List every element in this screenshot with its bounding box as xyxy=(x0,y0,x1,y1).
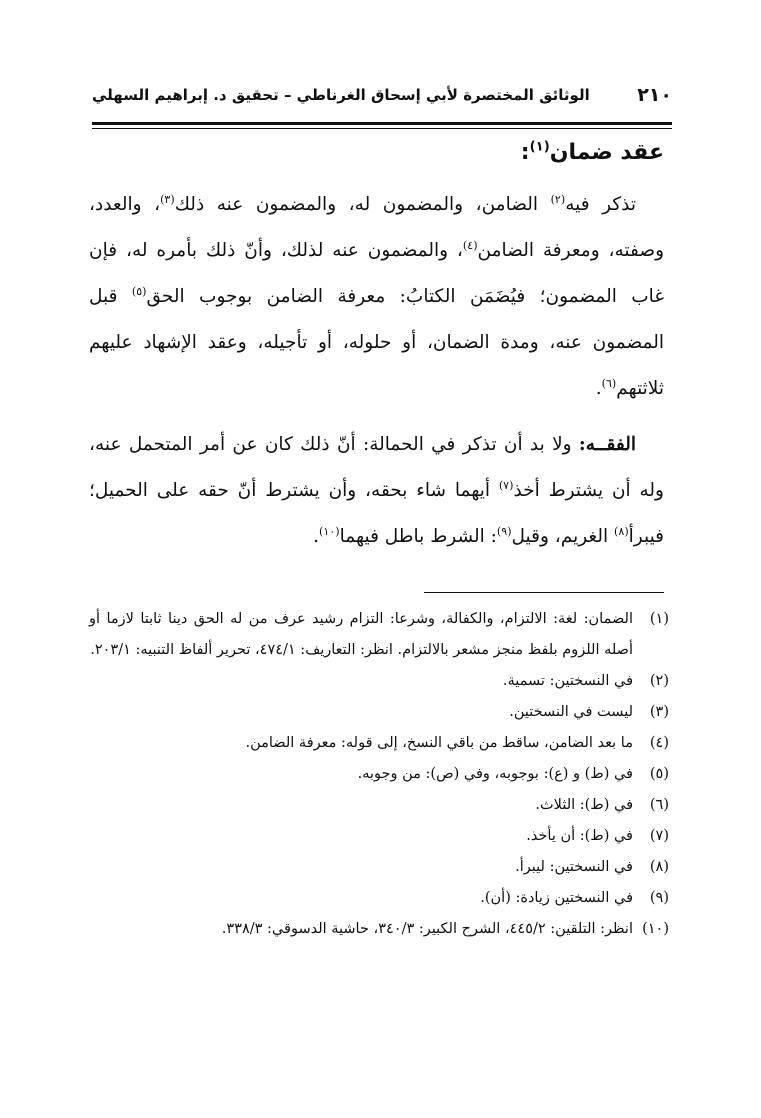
footnote-text: في النسختين: ليبرأ. xyxy=(515,859,633,875)
footnote-ref: (٧) xyxy=(498,478,514,492)
footnote-number: (٤) xyxy=(649,735,669,751)
footnote-text: ما بعد الضامن، ساقط من باقي النسخ، إلى قوله: معرفة الضامن. xyxy=(245,735,633,751)
footnote-number: (٩) xyxy=(649,890,669,906)
footnote-item xyxy=(89,666,669,697)
text-segment: ، والمضمون عنه لذلك، وأنّ ذلك بأمره له، فإن غاب المضمون؛ فيُضَمَن الكتابُ: معرفة الضامن بوجوب الحق xyxy=(89,240,664,307)
footnote-text: في النسختين زيادة: (أن). xyxy=(480,890,633,906)
footnote-ref: (٥) xyxy=(131,284,147,298)
footnote-item xyxy=(89,883,669,914)
text-segment: . xyxy=(313,526,320,547)
footnote-item xyxy=(89,759,669,790)
footnote-text: في النسختين: تسمية. xyxy=(502,673,633,689)
text-segment: ولا بد أن تذكر في الحمالة: أنّ ذلك كان عن أمر المتحمل عنه، وله أن يشترط أخذ xyxy=(89,434,664,501)
text-segment: الغريم، وقيل xyxy=(511,526,615,547)
text-segment: : الشرط باطل فيهما xyxy=(339,526,497,547)
footnote-item xyxy=(89,697,669,728)
footnote-ref: (٨) xyxy=(614,524,629,538)
footnote-item xyxy=(89,728,669,759)
footnote-item xyxy=(89,821,669,852)
footnote-text: ليست في النسختين. xyxy=(509,704,633,720)
footnote-text: في (ط) و (ع): بوجوبه، وفي (ص): من وجوبه. xyxy=(357,766,633,782)
footnote-text: في (ط): أن يأخذ. xyxy=(526,828,633,844)
footnote-number: (٧) xyxy=(649,828,669,844)
footnote-text: انظر: التلقين: ٤٤٥/٢، الشرح الكبير: ٣٤٠/٣، حاشية الدسوقي: ٣٣٨/٣. xyxy=(221,921,633,937)
footnote-ref: (٢) xyxy=(550,192,566,206)
text-segment: تذكر فيه xyxy=(565,194,636,215)
header-rule-thin xyxy=(92,128,672,129)
footnote-number: (٥) xyxy=(649,766,669,782)
section-heading xyxy=(521,140,664,165)
footnote-number: (٢) xyxy=(649,673,669,689)
footnote-ref: (٤) xyxy=(462,238,478,252)
text-segment: أيهما شاء بحقه، وأن يشترط أنّ حقه على الحميل؛ فيبرأ xyxy=(89,480,664,547)
footnote-text: الضمان: لغة: الالتزام، والكفالة، وشرعا: التزام رشيد عرف من له الحق دينا ثابتا لازما أو أصله اللزوم بلفظ منجز مشعر بالالتزام. انظر: التعاريف: ٤٧٤/١، تحرير ألفاظ التنبيه: ٢٠٣/١. xyxy=(89,611,633,658)
footnote-number: (٦) xyxy=(649,797,669,813)
body-text xyxy=(89,182,664,560)
page-number: ٢١٠ xyxy=(637,84,672,106)
footnote-number: (٨) xyxy=(649,859,669,875)
paragraph-contract xyxy=(89,182,664,412)
footnote-item xyxy=(89,914,669,945)
text-segment: ، والعدد، وصفته، ومعرفة الضامن xyxy=(89,194,665,261)
footnote-ref: (١) xyxy=(529,139,550,155)
footnote-ref: (١٠) xyxy=(319,524,340,538)
heading-colon: : xyxy=(520,140,530,165)
footnote-number: (١) xyxy=(649,611,669,627)
footnotes-list xyxy=(89,604,669,945)
footnote-ref: (٩) xyxy=(496,524,512,538)
footnote-separator xyxy=(424,592,664,593)
footnote-number: (٣) xyxy=(649,704,669,720)
text-segment: قبل المضمون عنه، ومدة الضمان، أو حلوله، أو تأجيله، وعقد الإشهاد عليهم ثلاثتهم xyxy=(89,286,664,399)
footnote-number: (١٠) xyxy=(642,921,669,937)
text-segment: الضامن، والمضمون له، والمضمون عنه ذلك xyxy=(174,194,551,215)
paragraph-fiqh xyxy=(89,422,664,560)
text-segment: . xyxy=(595,378,602,399)
running-title: الوثائق المختصرة لأبي إسحاق الغرناطي – تحقيق د. إبراهيم السهلي xyxy=(92,86,590,104)
footnote-ref: (٣) xyxy=(160,192,175,206)
footnote-item xyxy=(89,790,669,821)
running-header xyxy=(92,84,672,114)
fiqh-label: الفقــه: xyxy=(578,434,636,455)
heading-text: عقد ضمان xyxy=(549,140,664,165)
header-rule-thick xyxy=(92,122,672,125)
footnote-item xyxy=(89,604,669,666)
footnote-item xyxy=(89,852,669,883)
footnote-text: في (ط): الثلاث. xyxy=(535,797,633,813)
footnote-ref: (٦) xyxy=(601,376,617,390)
